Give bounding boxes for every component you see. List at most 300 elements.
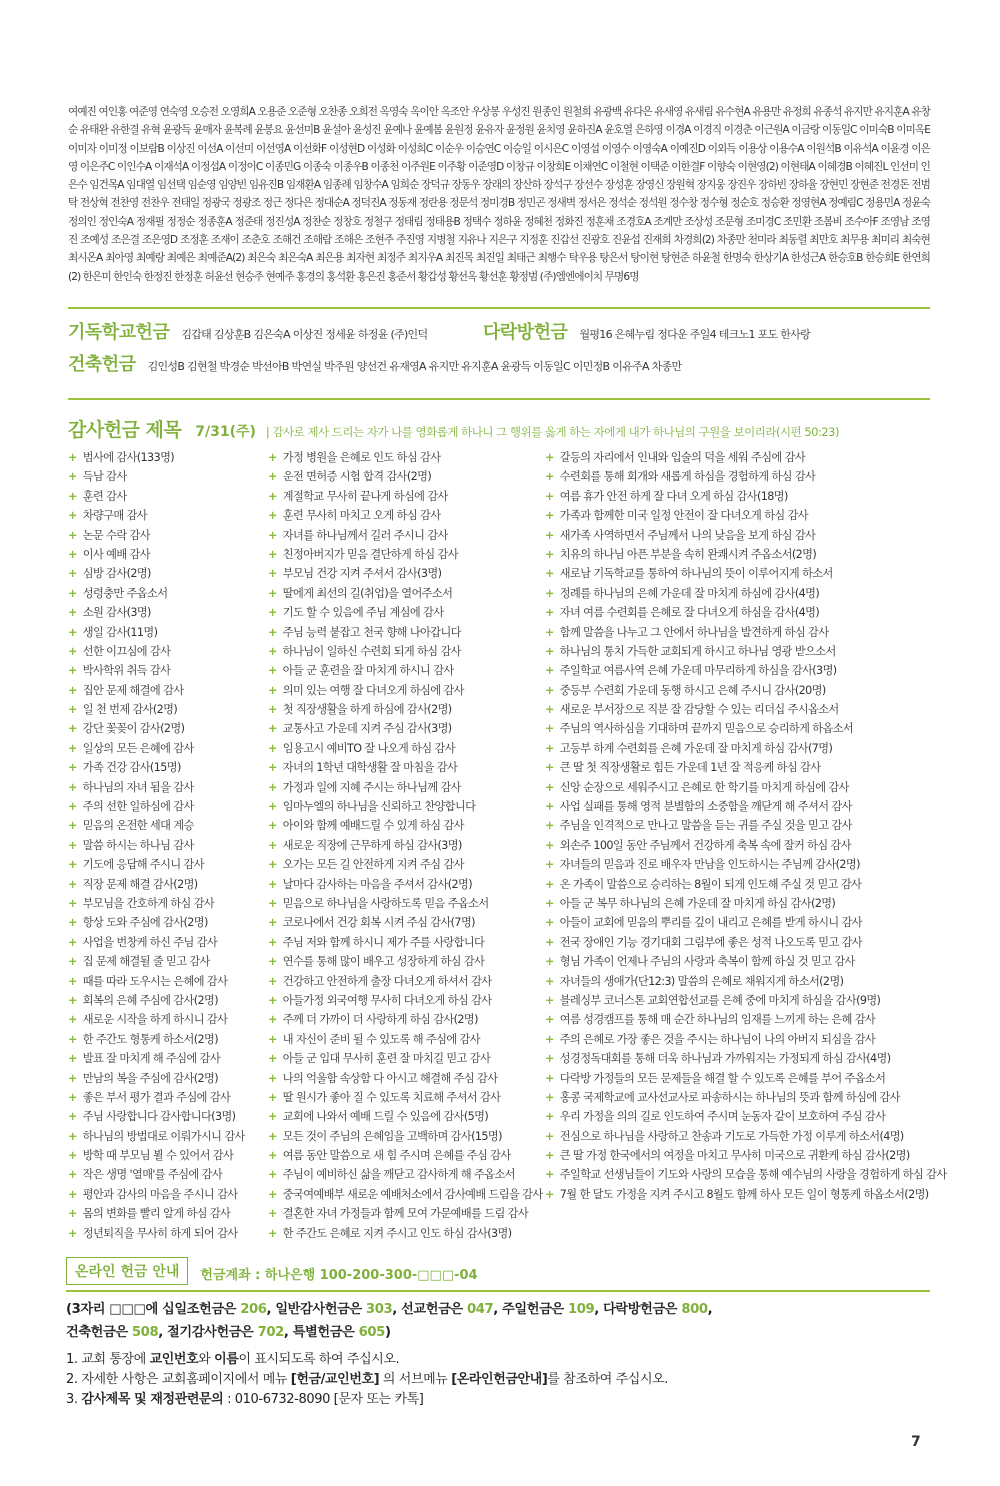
thanks-item-text: 아들 군 복무 하나님의 은혜 가운데 잘 마치게 하심 감사(2명) [559,896,836,910]
plus-icon: + [68,935,77,949]
thanks-item-text: 정년퇴직을 무사히 하게 되어 감사 [82,1226,238,1240]
code-building: 508 [131,1325,159,1340]
thanks-item-text: 아이와 함께 예배드릴 수 있게 하심 감사 [282,819,464,833]
codes-text: , 일반감사헌금은 [266,1302,366,1317]
thanks-item-text: 아들 군 훈련을 잘 마치게 하시니 감사 [282,664,454,678]
thanks-item [68,758,245,777]
thanks-item-text: 건강하고 안전하게 출장 다녀오게 하셔서 감사 [282,974,492,988]
thanks-item [268,816,543,835]
thanks-item-text: 온 가족이 말씀으로 승리하는 8월이 되게 인도해 주실 것 믿고 감사 [559,877,862,891]
thanks-item [545,584,947,603]
thanks-item-text: 몸의 변화를 빨리 알게 하심 감사 [82,1207,231,1221]
thanks-item [268,623,543,642]
thanks-item [68,913,245,932]
plus-icon: + [545,567,554,581]
plus-icon: + [68,586,77,600]
thanks-item-text: 새로운 부서장으로 직분 잘 감당할 수 있는 리더십 주시옵소서 [559,703,839,717]
thanks-item [268,836,543,855]
donor-names-block: 여예진 여인홍 여준영 연숙영 오승전 오영희A 오용준 오준형 오찬종 오희전 옥영숙 옥이안 옥조안 우상봉 우성진 원종인 원철희 유광백 유다은 유새영 유새림 유수현A 유용만 유정희 유종석 유지만 유지훈A 유창순 유태완 유한결 유혁 윤광득 윤매자 윤복례 윤봉요 윤선미B 윤설아 윤성진 윤예나 윤예봄 윤원정 윤유자 윤정원 윤치영 윤하진A 윤호열 은하영 이경A 이경직 이경춘 이근원A 이금랑 이동일C 이미숙B 이미옥E 이미자 이미정 이보람B 이상진 이선A 이선미 이선영A 이선화F 이성현D 이성화 이성희C 이순우 이승연C 이승일 이시은C 이영섭 이영수 이영숙A 이예진D 이외득 이용상 이용수A 이원석B 이유석A 이윤경 이은영 이은주C 이인수A 이재석A 이정섭A 이정이C 이종민G 이종숙 이종우B 이종천 이주원E 이주황 이준영D 이창규 이창희E 이채연C 이철현 이택준 이한결F 이향숙 이현영(2) 이현태A 이혜경B 이혜진L 인선미 인은수 임건목A 임대열 임선택 임순영 임양빈 임유진B 임재환A 임종례 임창수A 임희순 장덕규 장동우 장래의 장산하 장석구 장선수 장성훈 장영신 장원혁 장지웅 장진우 장하빈 장하율 장현민 장현준 전경돈 전범탁 전상혁 전찬영 전찬우 전태일 정광국 정광조 정근 정다은 정대순A 정덕진A 정동재 정란용 정문석 정미경B 정민곤 정새벽 정서은 정석순 정석원 정수창 정수형 정순호 정승환 정영현A 정예림C 정용민A 정윤숙 정의인 정인숙A 정재필 정정순 정종훈A 정준태 정진성A 정찬순 정창호 정철구 정태림 정태용B 정택수 정하윤 정혜천 정화진 정훈채 조경호A 조계만 조상성 조문형 조미경C 조민환 조봄비 조수아F 조영남 조영진 조예성 조은결 조은영D 조정훈 조재이 조춘호 조해건 조해람 조해은 조현주 주진영 지병철 지유나 지은구 지정훈 진갑선 진광호 진윤섭 진재희 차경희(2) 차종만 천미라 최동렬 최만호 최무용 최미리 최숙현 최시온A 최아영 최예랑 최예은 최예준A(2) 최은숙 최은숙A 최은용 최자현 최정주 최지우A 최진목 최진일 최태근 최행수 탁우용 탕은서 탕이현 탕현준 하윤철 한명숙 한상기A 한성근A 한승호B 한승희E 한연희(2) 한은미 한인숙 한정진 한정훈 허윤선 현승주 현예주 홍경의 홍석환 홍은진 홍준서 황갑성 황선옥 황선훈 황정범 (주)엠엔에이치 무명6명 [68,106,930,283]
thanks-item-text: 홍콩 국제학교에 교사선교사로 파송하시는 하나님의 뜻과 함께 하심에 감사 [559,1090,900,1104]
online-offering-label: 온라인 헌금 안내 [66,1257,188,1285]
thanks-item-text: 소원 감사(3명) [82,606,151,620]
thanks-item-text: 신앙 순장으로 세워주시고 은혜로 한 학기를 마치게 하심에 감사 [559,780,849,794]
thanks-item [545,933,947,952]
thanks-item-text: 박사학위 취득 감사 [82,664,171,678]
plus-icon: + [545,1149,554,1163]
thanks-item [268,797,543,816]
code-mission: 047 [466,1302,494,1317]
plus-icon: + [68,644,77,658]
plus-icon: + [268,664,277,678]
plus-icon: + [268,819,277,833]
thanks-item-text: 강단 꽃꽂이 감사(2명) [82,722,185,736]
thanks-item [268,1224,543,1243]
thanks-item-text: 집 문제 해결될 줄 믿고 감사 [82,955,210,969]
darak-offering-names: 월평16 은혜누림 정다운 주일4 테크노1 포도 한사랑 [579,328,811,341]
thanks-item-text: 주님의 역사하심을 기대하며 끝까지 믿음으로 승리하게 하옵소서 [559,722,854,736]
thanks-item [545,623,947,642]
thanks-item-text: 의미 있는 여행 잘 다녀오게 하심에 감사 [282,683,464,697]
plus-icon: + [68,1071,77,1085]
plus-icon: + [545,606,554,620]
codes-text: , [707,1302,713,1317]
plus-icon: + [545,451,554,464]
plus-icon: + [545,703,554,717]
thanks-item [545,758,947,777]
thanks-item [68,933,245,952]
thanks-item-text: 평안과 감사의 마음을 주시니 감사 [82,1187,238,1201]
thanks-item [68,972,245,991]
plus-icon: + [268,1110,277,1124]
thanks-item [68,642,245,661]
thanks-item-text: 중등부 수련회 가운데 동행 하시고 은혜 주시니 감사(20명) [559,683,826,697]
thanks-item [545,1030,947,1049]
plus-icon: + [268,509,277,523]
thanks-item-text: 성경정독대회를 통해 더욱 하나님과 가까워지는 가정되게 하심 감사(4명) [559,1052,891,1066]
thanks-item [68,1127,245,1146]
thanks-item-text: 훈련 무사히 마치고 오게 하심 감사 [282,509,441,523]
thanks-item [268,1107,543,1126]
plus-icon: + [68,761,77,775]
thanks-item [268,1010,543,1029]
code-darak: 800 [681,1302,708,1317]
plus-icon: + [268,780,277,794]
plus-icon: + [268,1226,277,1240]
plus-icon: + [68,1129,77,1143]
thanks-item [545,1165,947,1184]
thanks-item [268,642,543,661]
thanks-item-text: 갈등의 자리에서 인내와 입술의 덕을 세워 주심에 감사 [559,451,806,464]
thanks-item [268,448,543,467]
thanks-item-text: 고등부 하계 수련회를 은혜 가운데 잘 마치게 하심 감사(7명) [559,741,833,755]
plus-icon: + [68,955,77,969]
note-bold: 감사제목 및 재정관련문의 [81,1392,224,1407]
thanks-item [68,448,245,467]
thanks-item [68,894,245,913]
plus-icon: + [268,955,277,969]
thanks-item-text: 전국 장애인 기능 경기대회 그림부에 좋은 성적 나오도록 믿고 감사 [559,935,862,949]
thanks-item [68,1049,245,1068]
thanks-item [545,952,947,971]
plus-icon: + [268,644,277,658]
thanks-item [68,584,245,603]
plus-icon: + [268,489,277,503]
online-divider [66,1290,930,1292]
thanks-item [68,1146,245,1165]
plus-icon: + [545,1090,554,1104]
thanks-item [268,506,543,525]
thanks-item [268,526,543,545]
thanks-item-text: 작은 생명 '열매'를 주심에 감사 [82,1168,223,1182]
plus-icon: + [268,586,277,600]
plus-icon: + [545,664,554,678]
plus-icon: + [545,955,554,969]
thanks-item-text: 주님 능력 붙잡고 천국 향해 나아갑니다 [282,625,461,639]
plus-icon: + [68,567,77,581]
thanks-item [268,758,543,777]
thanks-item-text: 자녀들의 생애가(단12:3) 말씀의 은혜로 채워지게 하소서(2명) [559,974,844,988]
plus-icon: + [545,877,554,891]
building-offering-names: 김인성B 김현철 박경순 박선아B 박연실 박주원 양선건 유재영A 유지만 유지훈A 윤광득 이동일C 이민정B 이유주A 차종만 [147,360,682,373]
thanks-item [268,681,543,700]
thanks-item-text: 주의 선한 일하심에 감사 [82,800,194,814]
thanks-item-text: 나의 억울함 속상함 다 아시고 해결해 주심 감사 [282,1071,498,1085]
note-2 [66,1370,668,1390]
school-offering-row [68,318,427,344]
thanks-item [68,875,245,894]
note-text: 3. [66,1392,82,1407]
codes-text: ) [384,1325,391,1340]
thanks-list-col1 [68,448,245,1243]
thanks-item [68,836,245,855]
thanks-item [68,1185,245,1204]
plus-icon: + [268,625,277,639]
codes-text: , 주일헌금은 [493,1302,568,1317]
section-divider [68,307,930,309]
plus-icon: + [268,858,277,872]
account-number: 헌금계좌 : 하나은행 100-200-300-□□□-04 [200,1268,478,1283]
plus-icon: + [68,606,77,620]
thanks-item-text: 치유의 하나님 아픈 부분을 속히 완쾌시켜 주옵소서(2명) [559,547,817,561]
plus-icon: + [545,761,554,775]
thanks-item [68,506,245,525]
thanks-item [545,1107,947,1126]
thanks-item [68,1030,245,1049]
thanks-date: 7/31(주) [195,424,256,440]
thanks-item-text: 우리 가정을 의의 길로 인도하여 주시며 눈동자 같이 보호하여 주심 감사 [559,1110,886,1124]
thanks-item [68,1224,245,1243]
thanks-item [545,1185,947,1204]
thanks-item-text: 믿음의 온전한 세대 계승 [82,819,194,833]
thanks-item-text: 큰 딸 첫 직장생활로 힘든 가운데 1년 잘 적응케 하심 감사 [559,761,821,775]
thanks-item-text: 중국여예배부 새로운 예배처소에서 감사예배 드림을 감사 [282,1187,543,1201]
plus-icon: + [268,683,277,697]
plus-icon: + [545,489,554,503]
plus-icon: + [545,722,554,736]
plus-icon: + [268,974,277,988]
thanks-item-text: 가정 병원을 은혜로 인도 하심 감사 [282,451,441,464]
thanks-item [268,778,543,797]
plus-icon: + [268,741,277,755]
plus-icon: + [545,1168,554,1182]
thanks-item [268,933,543,952]
thanks-item-text: 때를 따라 도우시는 은혜에 감사 [82,974,228,988]
plus-icon: + [68,741,77,755]
thanks-item [268,1204,543,1223]
thanks-item-text: 모든 것이 주님의 은혜임을 고백하며 감사(15명) [282,1129,502,1143]
code-special: 605 [358,1325,385,1340]
thanks-item-text: 계절학교 무사히 끝나게 하심에 감사 [282,489,448,503]
thanks-item [545,448,947,467]
code-sunday: 109 [567,1302,595,1317]
plus-icon: + [68,877,77,891]
plus-icon: + [545,586,554,600]
thanks-item-text: 범사에 감사(133명) [82,451,175,464]
thanks-item [68,797,245,816]
plus-icon: + [545,1110,554,1124]
thanks-item [545,487,947,506]
thanks-item [68,1088,245,1107]
plus-icon: + [545,470,554,484]
thanks-item [268,564,543,583]
thanks-item-text: 기도에 응답해 주시니 감사 [82,858,204,872]
note-bold: 이름 [214,1352,239,1367]
thanks-item-text: 직장 문제 해결 감사(2명) [82,877,198,891]
plus-icon: + [68,1052,77,1066]
plus-icon: + [545,644,554,658]
thanks-item [68,991,245,1010]
thanks-item-text: 주님 저와 함께 하시니 제가 주를 사랑합니다 [282,935,485,949]
thanks-item [545,778,947,797]
plus-icon: + [268,722,277,736]
plus-icon: + [268,1207,277,1221]
plus-icon: + [68,1149,77,1163]
plus-icon: + [268,935,277,949]
thanks-item [268,1165,543,1184]
plus-icon: + [68,722,77,736]
thanks-item-text: 회복의 은혜 주심에 감사(2명) [82,993,218,1007]
thanks-item [545,816,947,835]
thanks-item [268,1127,543,1146]
thanks-item-text: 아들가정 외국여행 무사히 다녀오게 하심 감사 [282,993,492,1007]
thanks-item-text: 다락방 가정들의 모든 문제들을 해결 할 수 있도록 은혜를 부어 주옵소서 [559,1071,886,1085]
thanks-item [268,661,543,680]
thanks-item [545,739,947,758]
plus-icon: + [545,858,554,872]
plus-icon: + [268,916,277,930]
thanks-item-text: 교회에 나와서 예배 드릴 수 있음에 감사(5명) [282,1110,489,1124]
plus-icon: + [545,993,554,1007]
thanks-item-text: 여름 성경캠프를 통해 매 순간 하나님의 임재를 느끼게 하는 은혜 감사 [559,1013,876,1027]
plus-icon: + [545,1032,554,1046]
thanks-item [68,1069,245,1088]
thanks-item [268,913,543,932]
thanks-item-text: 발표 잘 마치게 해 주심에 감사 [82,1052,221,1066]
thanks-item [68,700,245,719]
thanks-item-text: 수련회를 통해 회개와 새롭게 하심을 경험하게 하심 감사 [559,470,816,484]
codes-text: , 특별헌금은 [283,1325,359,1340]
thanks-item-text: 임마누엘의 하나님을 신뢰하고 찬양합니다 [282,800,476,814]
thanks-item [545,1088,947,1107]
thanks-item-text: 전심으로 하나님을 사랑하고 찬송과 기도로 가득한 가정 이루게 하소서(4명) [559,1129,904,1143]
plus-icon: + [268,547,277,561]
thanks-title: 감사헌금 제목 [68,419,182,441]
codes-text: , 선교헌금은 [392,1302,467,1317]
thanks-item-text: 외손주 100일 동안 주님께서 건강하게 축복 속에 잘커 하심 감사 [559,838,851,852]
thanks-item [268,972,543,991]
plus-icon: + [68,451,77,464]
thanks-item [268,545,543,564]
plus-icon: + [545,528,554,542]
note-text: 를 참조하여 주십시오. [547,1372,669,1387]
note-text: 와 [198,1352,215,1367]
thanks-item [268,487,543,506]
thanks-item-text: 이사 예배 감사 [82,547,150,561]
thanks-item-text: 생일 감사(11명) [82,625,158,639]
thanks-item [68,526,245,545]
thanks-item-text: 방학 때 부모님 뵐 수 있어서 감사 [82,1149,234,1163]
thanks-item [545,642,947,661]
note-text: 의 서브메뉴 [379,1372,452,1387]
plus-icon: + [68,528,77,542]
thanks-item-text: 새로남 기독학교를 통하여 하나님의 뜻이 이루어지게 하소서 [559,567,833,581]
plus-icon: + [68,1226,77,1240]
plus-icon: + [545,935,554,949]
thanks-item [545,467,947,486]
plus-icon: + [268,896,277,910]
thanks-item [545,526,947,545]
plus-icon: + [545,741,554,755]
thanks-item [268,739,543,758]
thanks-item-text: 형님 가족이 언제나 주님의 사랑과 축복이 함께 하실 것 믿고 감사 [559,955,855,969]
note-text: : 010-6732-8090 [문자 또는 카톡] [223,1392,424,1407]
thanks-item-text: 새로운 직장에 근무하게 하심 감사(3명) [282,838,462,852]
thanks-item-text: 코로나에서 건강 회복 시켜 주심 감사(7명) [282,916,475,930]
thanks-item-text: 집안 문제 해결에 감사 [82,683,184,697]
thanks-item [268,1146,543,1165]
thanks-item-text: 부모님을 간호하게 하심 감사 [82,896,215,910]
thanks-item [68,1165,245,1184]
plus-icon: + [268,606,277,620]
plus-icon: + [545,683,554,697]
thanks-item [545,661,947,680]
thanks-item [545,700,947,719]
thanks-item [268,875,543,894]
thanks-item-text: 사업 실패를 통해 영적 분별함의 소중함을 깨닫게 해 주셔서 감사 [559,800,852,814]
plus-icon: + [545,1187,554,1201]
thanks-item-text: 아들이 교회에 믿음의 뿌리를 깊이 내리고 은혜를 받게 하시니 감사 [559,916,862,930]
thanks-item [68,1204,245,1223]
thanks-item-text: 블레싱부 코너스톤 교회연합선교를 은혜 중에 마치게 하심을 감사(9명) [559,993,881,1007]
code-thanks: 303 [365,1302,393,1317]
building-offering-title: 건축헌금 [68,354,136,375]
codes-line-1 [66,1298,946,1321]
thanks-item-text: 여름 동안 말씀으로 새 힘 주시며 은혜를 주심 감사 [282,1149,511,1163]
thanks-item [545,603,947,622]
thanks-item [545,855,947,874]
plus-icon: + [68,547,77,561]
thanks-item [68,719,245,738]
plus-icon: + [545,1129,554,1143]
plus-icon: + [68,703,77,717]
plus-icon: + [268,1071,277,1085]
thanks-item [68,467,245,486]
thanks-item-text: 정례를 하나님의 은혜 가운데 잘 마치게 하심에 감사(4명) [559,586,820,600]
thanks-item-text: 항상 도와 주심에 감사(2명) [82,916,208,930]
plus-icon: + [268,1168,277,1182]
plus-icon: + [545,1013,554,1027]
thanks-item [268,584,543,603]
plus-icon: + [545,1071,554,1085]
thanks-item-text: 날마다 감사하는 마음을 주셔서 감사(2명) [282,877,472,891]
thanks-item-text: 큰 딸 가정 한국에서의 여정을 마치고 무사히 미국으로 귀환케 하심 감사(2명) [559,1149,910,1163]
note-1 [66,1350,668,1370]
codes-text: , 다락방헌금은 [594,1302,682,1317]
thanks-item-text: 새가족 사역하면서 주님께서 나의 낮음을 보게 하심 감사 [559,528,816,542]
plus-icon: + [268,1032,277,1046]
thanks-verse: | 감사로 제사 드리는 자가 나를 영화롭게 하나니 그 행위를 옳게 하는 자에게 내가 하나님의 구원을 보이리라(시편 50:23) [265,425,839,439]
plus-icon: + [268,1149,277,1163]
thanks-item [268,952,543,971]
codes-text: (3자리 □□□에 십일조헌금은 [66,1302,241,1317]
note-3 [66,1390,668,1410]
thanks-item-text: 사업을 번창케 하신 주님 감사 [82,935,218,949]
thanks-item [545,894,947,913]
plus-icon: + [545,838,554,852]
thanks-item [545,1127,947,1146]
thanks-item [268,719,543,738]
plus-icon: + [68,1090,77,1104]
note-bold: 교인번호 [149,1352,199,1367]
code-tithe: 206 [240,1302,267,1317]
plus-icon: + [68,800,77,814]
plus-icon: + [268,528,277,542]
plus-icon: + [268,761,277,775]
note-bold: [온라인헌금안내] [451,1372,548,1387]
thanks-item-text: 가족 건강 감사(15명) [82,761,181,775]
plus-icon: + [268,451,277,464]
plus-icon: + [268,567,277,581]
thanks-item-text: 하나님의 방법대로 이뤄가시니 감사 [82,1129,245,1143]
thanks-item [68,681,245,700]
thanks-item-text: 가족과 함께한 미국 일정 안전이 잘 다녀오게 하심 감사 [559,509,808,523]
plus-icon: + [68,858,77,872]
thanks-item-text: 딸 원시가 좋아 질 수 있도록 치료해 주셔서 감사 [282,1090,501,1104]
thanks-item-text: 주의 은혜로 가장 좋은 것을 주시는 하나님이 나의 아버지 되심을 감사 [559,1032,876,1046]
thanks-item-text: 자녀 여름 수련회를 은혜로 잘 다녀오게 하심을 감사(4명) [559,606,820,620]
thanks-item [268,1049,543,1068]
thanks-item-text: 논문 수락 감사 [82,528,150,542]
plus-icon: + [68,470,77,484]
thanks-item [268,1030,543,1049]
plus-icon: + [68,896,77,910]
building-offering-row [68,350,681,376]
plus-icon: + [68,1032,77,1046]
school-offering-title: 기독학교헌금 [68,322,170,343]
thanks-item [68,1107,245,1126]
plus-icon: + [268,1187,277,1201]
note-text: 1. 교회 통장에 [66,1352,150,1367]
thanks-item [545,681,947,700]
thanks-item-text: 일상의 모든 은혜에 감사 [82,741,194,755]
thanks-item-text: 하나님의 자녀 됨을 감사 [82,780,194,794]
plus-icon: + [268,877,277,891]
plus-icon: + [68,819,77,833]
plus-icon: + [545,780,554,794]
thanks-item-text: 주님을 인격적으로 만나고 말씀을 듣는 귀를 주실 것을 믿고 감사 [559,819,852,833]
page-number: 7 [911,1434,921,1450]
thanks-item-text: 부모님 건강 지켜 주셔서 감사(3명) [282,567,442,581]
